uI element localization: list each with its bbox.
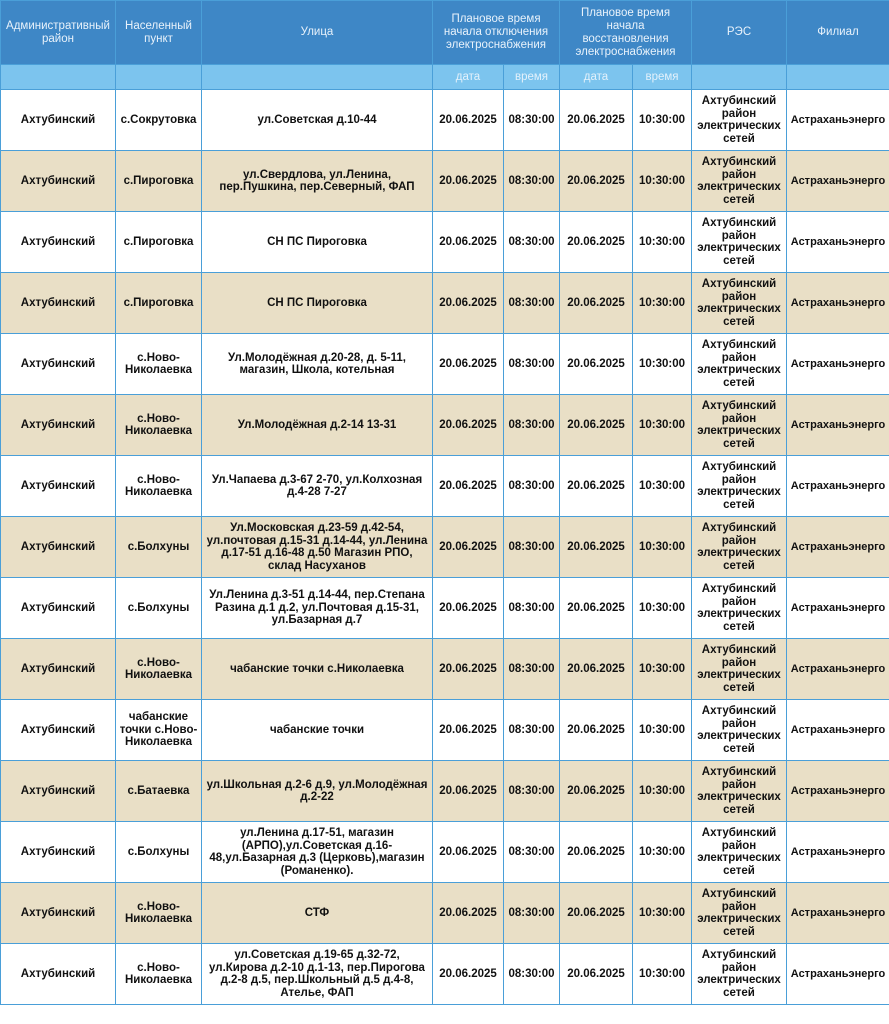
cell-off-date: 20.06.2025 <box>433 700 504 761</box>
cell-on-time: 10:30:00 <box>633 944 692 1005</box>
cell-res: Ахтубинский район электрических сетей <box>692 90 787 151</box>
cell-on-time: 10:30:00 <box>633 700 692 761</box>
cell-off-time: 08:30:00 <box>504 151 560 212</box>
cell-branch: Астраханьэнерго <box>787 90 889 151</box>
cell-off-time: 08:30:00 <box>504 883 560 944</box>
cell-branch: Астраханьэнерго <box>787 212 889 273</box>
cell-street: Ул.Чапаева д.3-67 2-70, ул.Колхозная д.4-28 7-27 <box>202 456 433 517</box>
cell-off-time: 08:30:00 <box>504 273 560 334</box>
subheader-on-time: время <box>633 65 692 90</box>
cell-off-time: 08:30:00 <box>504 212 560 273</box>
cell-off-time: 08:30:00 <box>504 639 560 700</box>
cell-on-time: 10:30:00 <box>633 90 692 151</box>
cell-off-time: 08:30:00 <box>504 456 560 517</box>
cell-locality: с.Ново-Николаевка <box>116 456 202 517</box>
cell-res: Ахтубинский район электрических сетей <box>692 395 787 456</box>
cell-on-time: 10:30:00 <box>633 578 692 639</box>
cell-street: СТФ <box>202 883 433 944</box>
table-row <box>1 395 889 456</box>
cell-off-date: 20.06.2025 <box>433 578 504 639</box>
cell-res: Ахтубинский район электрических сетей <box>692 517 787 578</box>
cell-branch: Астраханьэнерго <box>787 883 889 944</box>
cell-on-time: 10:30:00 <box>633 883 692 944</box>
cell-on-date: 20.06.2025 <box>560 944 633 1005</box>
cell-street: СН ПС Пироговка <box>202 212 433 273</box>
cell-res: Ахтубинский район электрических сетей <box>692 761 787 822</box>
cell-off-time: 08:30:00 <box>504 578 560 639</box>
cell-on-time: 10:30:00 <box>633 395 692 456</box>
cell-locality: с.Ново-Николаевка <box>116 395 202 456</box>
cell-branch: Астраханьэнерго <box>787 395 889 456</box>
cell-locality: с.Болхуны <box>116 517 202 578</box>
cell-branch: Астраханьэнерго <box>787 334 889 395</box>
table-row <box>1 212 889 273</box>
cell-branch: Астраханьэнерго <box>787 944 889 1005</box>
header-res: РЭС <box>692 1 787 65</box>
cell-off-date: 20.06.2025 <box>433 761 504 822</box>
table-row <box>1 700 889 761</box>
cell-street: чабанские точки <box>202 700 433 761</box>
cell-on-date: 20.06.2025 <box>560 517 633 578</box>
cell-street: Ул.Московская д.23-59 д.42-54, ул.почтовая д.15-31 д.14-44, ул.Ленина д.17-51 д.16-48 д.50 Магазин РПО, склад Насуханов <box>202 517 433 578</box>
cell-district: Ахтубинский <box>1 578 116 639</box>
cell-branch: Астраханьэнерго <box>787 700 889 761</box>
table-body <box>1 90 889 1005</box>
cell-street: ул.Советская д.19-65 д.32-72, ул.Кирова д.2-10 д.1-13, пер.Пирогова д.2-8 д.5, пер.Школьный д.5 д.4-8, Ателье, ФАП <box>202 944 433 1005</box>
cell-off-time: 08:30:00 <box>504 395 560 456</box>
cell-branch: Астраханьэнерго <box>787 578 889 639</box>
cell-on-date: 20.06.2025 <box>560 334 633 395</box>
cell-district: Ахтубинский <box>1 944 116 1005</box>
cell-res: Ахтубинский район электрических сетей <box>692 456 787 517</box>
table-row <box>1 883 889 944</box>
cell-off-date: 20.06.2025 <box>433 273 504 334</box>
subheader-empty <box>692 65 787 90</box>
cell-on-time: 10:30:00 <box>633 822 692 883</box>
cell-on-date: 20.06.2025 <box>560 151 633 212</box>
cell-on-time: 10:30:00 <box>633 334 692 395</box>
cell-locality: с.Ново-Николаевка <box>116 639 202 700</box>
cell-district: Ахтубинский <box>1 456 116 517</box>
cell-off-date: 20.06.2025 <box>433 151 504 212</box>
cell-street: Ул.Ленина д.3-51 д.14-44, пер.Степана Разина д.1 д.2, ул.Почтовая д.15-31, ул.Базарная д.7 <box>202 578 433 639</box>
table-row <box>1 334 889 395</box>
cell-street: ул.Советская д.10-44 <box>202 90 433 151</box>
header-outage-start: Плановое время начала отключения электроснабжения <box>433 1 560 65</box>
subheader-empty <box>116 65 202 90</box>
cell-off-date: 20.06.2025 <box>433 517 504 578</box>
cell-off-time: 08:30:00 <box>504 700 560 761</box>
cell-locality: с.Сокрутовка <box>116 90 202 151</box>
cell-off-date: 20.06.2025 <box>433 456 504 517</box>
cell-locality: с.Пироговка <box>116 212 202 273</box>
cell-locality: с.Ново-Николаевка <box>116 334 202 395</box>
cell-street: чабанские точки с.Николаевка <box>202 639 433 700</box>
cell-off-date: 20.06.2025 <box>433 395 504 456</box>
table-row <box>1 456 889 517</box>
cell-on-date: 20.06.2025 <box>560 639 633 700</box>
cell-locality: с.Ново-Николаевка <box>116 883 202 944</box>
cell-off-date: 20.06.2025 <box>433 944 504 1005</box>
cell-res: Ахтубинский район электрических сетей <box>692 151 787 212</box>
cell-on-time: 10:30:00 <box>633 151 692 212</box>
cell-on-date: 20.06.2025 <box>560 578 633 639</box>
cell-on-date: 20.06.2025 <box>560 90 633 151</box>
cell-street: ул.Свердлова, ул.Ленина, пер.Пушкина, пер.Северный, ФАП <box>202 151 433 212</box>
cell-res: Ахтубинский район электрических сетей <box>692 334 787 395</box>
cell-on-time: 10:30:00 <box>633 517 692 578</box>
table-row <box>1 639 889 700</box>
cell-district: Ахтубинский <box>1 90 116 151</box>
cell-off-time: 08:30:00 <box>504 944 560 1005</box>
cell-on-time: 10:30:00 <box>633 761 692 822</box>
cell-on-date: 20.06.2025 <box>560 883 633 944</box>
cell-res: Ахтубинский район электрических сетей <box>692 639 787 700</box>
cell-district: Ахтубинский <box>1 883 116 944</box>
cell-branch: Астраханьэнерго <box>787 517 889 578</box>
cell-res: Ахтубинский район электрических сетей <box>692 273 787 334</box>
cell-off-date: 20.06.2025 <box>433 883 504 944</box>
table-row <box>1 822 889 883</box>
cell-street: ул.Ленина д.17-51, магазин (АРПО),ул.Советская д.16-48,ул.Базарная д.3 (Церковь),магазин (Романенко). <box>202 822 433 883</box>
cell-off-time: 08:30:00 <box>504 334 560 395</box>
cell-off-time: 08:30:00 <box>504 822 560 883</box>
cell-locality: с.Пироговка <box>116 273 202 334</box>
cell-branch: Астраханьэнерго <box>787 639 889 700</box>
cell-locality: чабанские точки с.Ново-Николаевка <box>116 700 202 761</box>
cell-on-time: 10:30:00 <box>633 639 692 700</box>
cell-branch: Астраханьэнерго <box>787 151 889 212</box>
table-row <box>1 944 889 1005</box>
cell-district: Ахтубинский <box>1 273 116 334</box>
cell-locality: с.Болхуны <box>116 822 202 883</box>
header-restore-start: Плановое время начала восстановления электроснабжения <box>560 1 692 65</box>
cell-on-date: 20.06.2025 <box>560 212 633 273</box>
cell-on-time: 10:30:00 <box>633 212 692 273</box>
subheader-empty <box>202 65 433 90</box>
cell-district: Ахтубинский <box>1 395 116 456</box>
subheader-off-time: время <box>504 65 560 90</box>
cell-street: СН ПС Пироговка <box>202 273 433 334</box>
header-street: Улица <box>202 1 433 65</box>
subheader-off-date: дата <box>433 65 504 90</box>
cell-district: Ахтубинский <box>1 517 116 578</box>
subheader-empty <box>1 65 116 90</box>
cell-res: Ахтубинский район электрических сетей <box>692 578 787 639</box>
cell-district: Ахтубинский <box>1 151 116 212</box>
cell-off-time: 08:30:00 <box>504 517 560 578</box>
cell-district: Ахтубинский <box>1 761 116 822</box>
cell-off-date: 20.06.2025 <box>433 639 504 700</box>
cell-on-date: 20.06.2025 <box>560 273 633 334</box>
cell-street: Ул.Молодёжная д.20-28, д. 5-11, магазин, Школа, котельная <box>202 334 433 395</box>
cell-off-date: 20.06.2025 <box>433 822 504 883</box>
cell-street: Ул.Молодёжная д.2-14 13-31 <box>202 395 433 456</box>
header-locality: Населенный пункт <box>116 1 202 65</box>
table-header <box>1 1 889 90</box>
cell-locality: с.Батаевка <box>116 761 202 822</box>
cell-branch: Астраханьэнерго <box>787 456 889 517</box>
cell-res: Ахтубинский район электрических сетей <box>692 700 787 761</box>
header-district: Административный район <box>1 1 116 65</box>
cell-on-time: 10:30:00 <box>633 456 692 517</box>
subheader-on-date: дата <box>560 65 633 90</box>
cell-off-date: 20.06.2025 <box>433 334 504 395</box>
cell-district: Ахтубинский <box>1 700 116 761</box>
cell-on-date: 20.06.2025 <box>560 761 633 822</box>
cell-district: Ахтубинский <box>1 334 116 395</box>
subheader-empty <box>787 65 889 90</box>
cell-off-time: 08:30:00 <box>504 90 560 151</box>
cell-on-time: 10:30:00 <box>633 273 692 334</box>
cell-district: Ахтубинский <box>1 212 116 273</box>
table-row <box>1 273 889 334</box>
cell-district: Ахтубинский <box>1 822 116 883</box>
cell-res: Ахтубинский район электрических сетей <box>692 883 787 944</box>
cell-street: ул.Школьная д.2-6 д.9, ул.Молодёжная д.2-22 <box>202 761 433 822</box>
table-row <box>1 151 889 212</box>
cell-off-date: 20.06.2025 <box>433 212 504 273</box>
table-row <box>1 517 889 578</box>
cell-branch: Астраханьэнерго <box>787 822 889 883</box>
cell-district: Ахтубинский <box>1 639 116 700</box>
cell-locality: с.Болхуны <box>116 578 202 639</box>
cell-branch: Астраханьэнерго <box>787 273 889 334</box>
cell-branch: Астраханьэнерго <box>787 761 889 822</box>
cell-on-date: 20.06.2025 <box>560 822 633 883</box>
table-row <box>1 578 889 639</box>
cell-locality: с.Пироговка <box>116 151 202 212</box>
cell-on-date: 20.06.2025 <box>560 700 633 761</box>
cell-res: Ахтубинский район электрических сетей <box>692 944 787 1005</box>
cell-on-date: 20.06.2025 <box>560 395 633 456</box>
cell-locality: с.Ново-Николаевка <box>116 944 202 1005</box>
cell-off-date: 20.06.2025 <box>433 90 504 151</box>
cell-res: Ахтубинский район электрических сетей <box>692 822 787 883</box>
table-row <box>1 761 889 822</box>
table-row <box>1 90 889 151</box>
header-branch: Филиал <box>787 1 889 65</box>
cell-on-date: 20.06.2025 <box>560 456 633 517</box>
cell-res: Ахтубинский район электрических сетей <box>692 212 787 273</box>
cell-off-time: 08:30:00 <box>504 761 560 822</box>
